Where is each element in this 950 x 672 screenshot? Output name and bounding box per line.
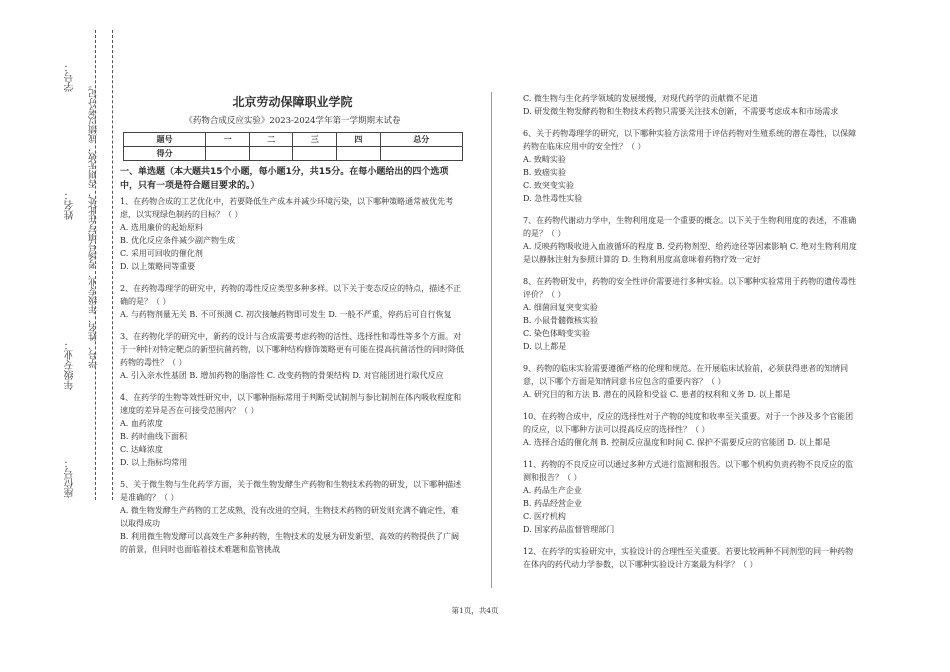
question-stem: 8、在药物研发中，药物的安全性评价需要进行多种实验。以下哪种实验常用于药物的遗传毒性评价？（ ）	[523, 277, 857, 299]
score-header-cell: 三	[293, 133, 337, 147]
column-divider	[491, 92, 492, 588]
section-title: 一、单选题（本大题共15个小题，每小题1分，共15分。在每小题给出的四个选项中，只有一项是符合题目要求的。）	[120, 167, 449, 191]
question-stem: 4、在药学的生物等效性研究中，以下哪种指标常用于判断受试制剂与参比制剂在体内吸收程度和速度的差异是否在可接受范围内？（ ）	[120, 393, 462, 415]
answer-option: A. 选用廉价的起始原料	[120, 223, 203, 232]
left-column	[120, 92, 465, 565]
question-stem: 12、在药学的实验研究中，实验设计的合理性至关重要。若要比较两种不同剂型的同一种药物在体内的药代动力学参数，以下哪种实验设计方案最为科学？（ ）	[523, 547, 854, 569]
score-cell[interactable]	[249, 147, 293, 161]
question-stem: 2、在药物毒理学的研究中，药物的毒性反应类型多种多样。以下关于变态反应的特点，描述不正确的是？（ ）	[120, 284, 462, 306]
answer-option: A. 与药物剂量无关 B. 不可预测 C. 初次接触药物即可发生 D. 一般不严重，停药后可自行恢复	[120, 310, 452, 319]
score-table	[123, 132, 463, 161]
question-item	[523, 545, 861, 571]
question-stem: 9、药物的临床实验需要遵循严格的伦理和规范。在开展临床试验前，必须获得患者的知情同意，以下哪个方面是知情同意书应包含的重要内容？（ ）	[523, 364, 849, 386]
question-item	[523, 458, 861, 536]
question-stem: 1、在药物合成的工艺优化中，若要降低生产成本并减少环境污染，以下哪种策略通常被优先考虑，以实现绿色制药的目标？（ ）	[120, 197, 454, 219]
question-stem: 6、关于药物毒理学的研究，以下哪种实验方法常用于评估药物对生殖系统的潜在毒性，以保障药物在临床应用中的安全性？（ ）	[523, 129, 857, 151]
answer-option: D. 以上策略同等重要	[120, 262, 196, 271]
binding-notice: 学号、姓名、年级专业、考场号填写在此处，否则无效，成绩以考分记。	[89, 80, 99, 368]
answer-option: D. 国家药品监督管理部门	[523, 525, 615, 534]
score-header-cell: 一	[206, 133, 250, 147]
answer-option: B. 致癌实验	[523, 168, 566, 177]
score-cell[interactable]	[206, 147, 250, 161]
question-item	[523, 362, 861, 401]
school-name: 北京劳动保障职业学院	[232, 95, 353, 109]
answer-option: B. 药品经营企业	[523, 499, 582, 508]
answer-option: A. 选择合适的催化剂 B. 控制反应温度和时间 C. 保护不需要反应的官能团 D. 以上都是	[523, 438, 831, 447]
score-cell[interactable]	[337, 147, 381, 161]
question-item	[120, 478, 465, 556]
class-label: 年级专业：	[65, 340, 76, 390]
score-header-cell: 题号	[124, 133, 206, 147]
answer-option: C. 致突变实验	[523, 181, 574, 190]
score-table-header-row	[124, 133, 463, 147]
answer-option: A. 药品生产企业	[523, 486, 582, 495]
question-item	[523, 127, 861, 205]
answer-option: A. 引入亲水性基团 B. 增加药物的脂溶性 C. 改变药物的骨架结构 D. 对官能团进行取代反应	[120, 371, 444, 380]
answer-option: B. 药时曲线下面积	[120, 432, 187, 441]
answer-option: A. 研究目的和方法 B. 潜在的风险和受益 C. 患者的权利和义务 D. 以上都是	[523, 390, 791, 399]
answer-option: B. 小鼠骨髓微核实验	[523, 316, 598, 325]
question-stem: 10、在药物合成中，反应的选择性对于产物的纯度和收率至关重要。对于一个涉及多个官能团的反应，以下哪种方法可以提高反应的选择性？（ ）	[523, 412, 854, 434]
question-stem: 7、在药物代谢动力学中，生物利用度是一个重要的概念。以下关于生物利用度的表述，不准确的是？（ ）	[523, 216, 857, 238]
answer-option: C. 达峰浓度	[120, 445, 163, 454]
binding-margin	[0, 0, 120, 672]
answer-option: B. 优化反应条件减少副产物生成	[120, 236, 235, 245]
question-item	[120, 282, 465, 321]
answer-option: A. 血药浓度	[120, 419, 163, 428]
exam-subtitle: 《药物合成反应实验》2023-2024学年第一学期期末试卷	[184, 116, 401, 126]
question-stem: 5、关于微生物与生化药学方面，关于微生物发酵生产药物和生物技术药物的研发，以下哪种描述是准确的？（ ）	[120, 480, 462, 502]
seal-dashed-line-2	[112, 30, 113, 500]
score-header-cell: 总分	[380, 133, 462, 147]
question-stem: 11、药物的不良反应可以通过多种方式进行监测和报告。以下哪个机构负责药物不良反应的监测和报告？（ ）	[523, 460, 854, 482]
answer-option: A. 微生物发酵生产药物的工艺成熟，没有改进的空间，生物技术药物的研发则充满不确定性，难以取得成功	[120, 506, 459, 528]
question-item	[120, 195, 465, 273]
answer-option: A. 反映药物吸收进入血液循环的程度 B. 受药物剂型、给药途径等因素影响 C. 绝对生物利用度是以静脉注射为参照计算的 D. 生物利用度高意味着药物疗效一定好	[523, 242, 857, 264]
answer-option: C. 医疗机构	[523, 512, 566, 521]
answer-option: C. 采用可回收的催化剂	[120, 249, 203, 258]
score-cell[interactable]	[293, 147, 337, 161]
answer-option: A. 细菌回复突变实验	[523, 303, 598, 312]
answer-option: D. 以上都是	[523, 342, 567, 351]
answer-option: D. 研发微生物发酵药物和生物技术药物只需要关注技术创新，不需要考虑成本和市场需求	[523, 107, 839, 116]
answer-option: B. 利用微生物发酵可以高效生产多种药物，生物技术的发展为研发新型、高效的药物提供了广阔的前景，但同时也面临着技术难题和监管挑战	[120, 532, 459, 554]
score-header-cell: 四	[337, 133, 381, 147]
right-column	[523, 92, 861, 580]
answer-option: C. 染色体畸变实验	[523, 329, 590, 338]
score-header-cell: 二	[249, 133, 293, 147]
score-table-score-row	[124, 147, 463, 161]
student-id-label: 学号：	[65, 62, 76, 92]
seal-dashed-line	[95, 30, 96, 500]
question-item	[120, 330, 465, 382]
seat-label: 座位号：	[65, 458, 76, 498]
answer-option: D. 急性毒性实验	[523, 194, 583, 203]
question-item	[120, 391, 465, 469]
left-question-list	[120, 195, 465, 556]
question-item	[523, 410, 861, 449]
question-stem: 3、在药物化学的研究中，新药的设计与合成需要考虑药物的活性、选择性和毒性等多个方面。对于一种针对特定靶点的新型抗菌药物，以下哪种结构修饰策略更有可能在提高抗菌活性的同时降低药物的毒性？（ ）	[120, 332, 464, 367]
question-item	[523, 214, 861, 266]
question-item	[523, 275, 861, 353]
page-footer: 第1页，共4页	[451, 606, 499, 615]
score-cell[interactable]	[380, 147, 462, 161]
score-row-label: 得分	[124, 147, 206, 161]
name-label: 姓名：	[65, 190, 76, 220]
right-question-list	[523, 92, 861, 571]
answer-option: D. 以上指标均常用	[120, 458, 188, 467]
answer-option: C. 微生物与生化药学领域的发展缓慢，对现代药学的贡献微不足道	[523, 94, 758, 103]
question-item	[523, 92, 861, 118]
answer-option: A. 致畸实验	[523, 155, 566, 164]
